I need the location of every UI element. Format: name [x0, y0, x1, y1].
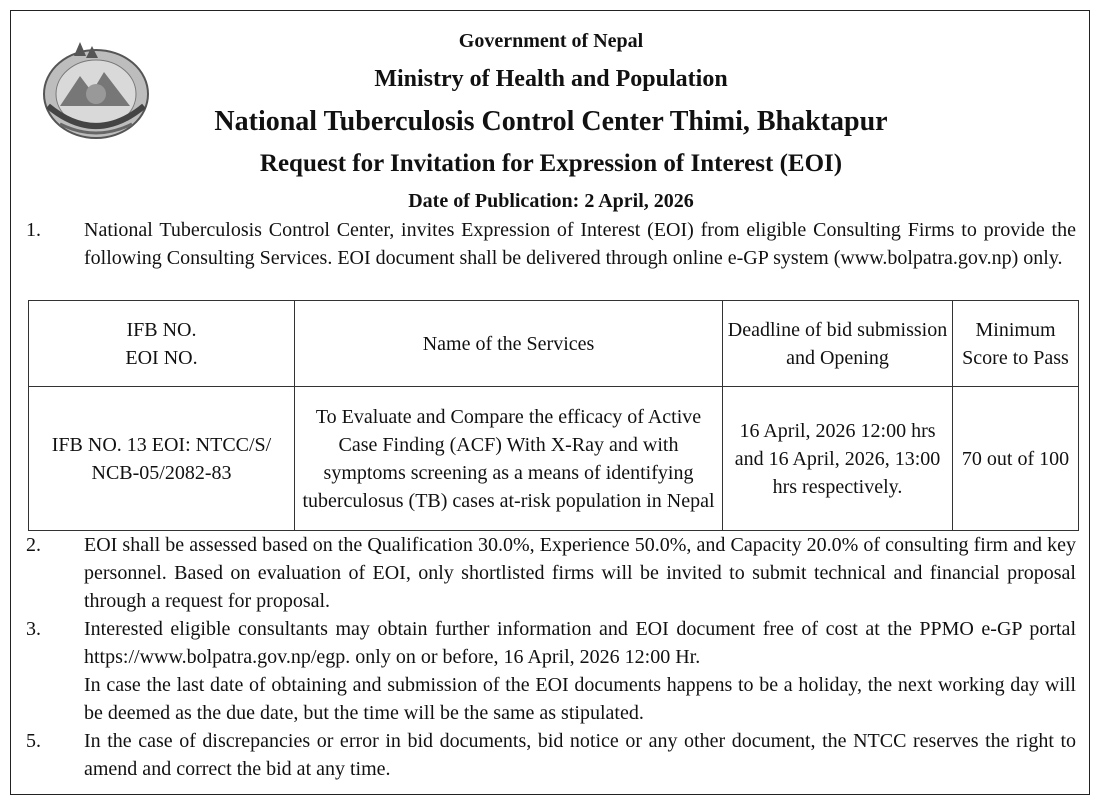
list-item: [26, 216, 1076, 272]
item-text: National Tuberculosis Control Center, invites Expression of Interest (EOI) from eligible Consulting Firms to provide the following Consulting Services. EOI document shall be delivered through online e-GP system (www.bolpatra.gov.np) only.: [84, 219, 1076, 269]
header-service-name: Name of the Services: [295, 301, 723, 387]
list-item: [26, 727, 1076, 783]
header-ifb-no: IFB NO. EOI NO.: [29, 301, 295, 387]
publication-date: Date of Publication: 2 April, 2026: [408, 190, 694, 212]
cell-score: 70 out of 100: [953, 387, 1079, 531]
header-center: National Tuberculosis Control Center Thimi, Bhaktapur: [214, 106, 888, 137]
table-row: [29, 387, 1079, 531]
eoi-table: [28, 300, 1079, 531]
header-title: Request for Invitation for Expression of Interest (EOI): [259, 150, 843, 177]
item-text-continued: In case the last date of obtaining and submission of the EOI documents happens to be a holiday, the next working day will be deemed as the due date, but the time will be the same as stipulated.: [84, 674, 1076, 724]
item-number: 3.: [26, 618, 41, 640]
list-item: [26, 615, 1076, 727]
header-deadline: Deadline of bid submission and Opening: [723, 301, 953, 387]
cell-deadline: 16 April, 2026 12:00 hrs and 16 April, 2026, 13:00 hrs respectively.: [723, 387, 953, 531]
header-min-score: Minimum Score to Pass: [953, 301, 1079, 387]
list-item: [26, 531, 1076, 615]
cell-ifb: IFB NO. 13 EOI: NTCC/S/ NCB-05/2082-83: [29, 387, 295, 531]
table-header-row: [29, 301, 1079, 387]
item-text: In the case of discrepancies or error in bid documents, bid notice or any other document, the NTCC reserves the right to amend and correct the bid at any time.: [84, 730, 1076, 780]
item-text: Interested eligible consultants may obtain further information and EOI document free of cost at the PPMO e-GP portal https://www.bolpatra.gov.np/egp. only on or before, 16 April, 2026 12:00 Hr.: [84, 618, 1076, 668]
item-number: 5.: [26, 730, 41, 752]
cell-service: To Evaluate and Compare the efficacy of Active Case Finding (ACF) With X-Ray and with symptoms screening as a means of identifying tuberculosus (TB) cases at-risk population in Nepal: [295, 387, 723, 531]
header-ministry: Ministry of Health and Population: [374, 66, 728, 92]
item-number: 2.: [26, 534, 41, 556]
item-number: 1.: [26, 219, 41, 241]
header-government: Government of Nepal: [458, 30, 644, 52]
item-text: EOI shall be assessed based on the Qualification 30.0%, Experience 50.0%, and Capacity 20.0% of consulting firm and key personnel. Based on evaluation of EOI, only shortlisted firms will be invited to submit technical and financial proposal through a request for proposal.: [84, 534, 1076, 612]
